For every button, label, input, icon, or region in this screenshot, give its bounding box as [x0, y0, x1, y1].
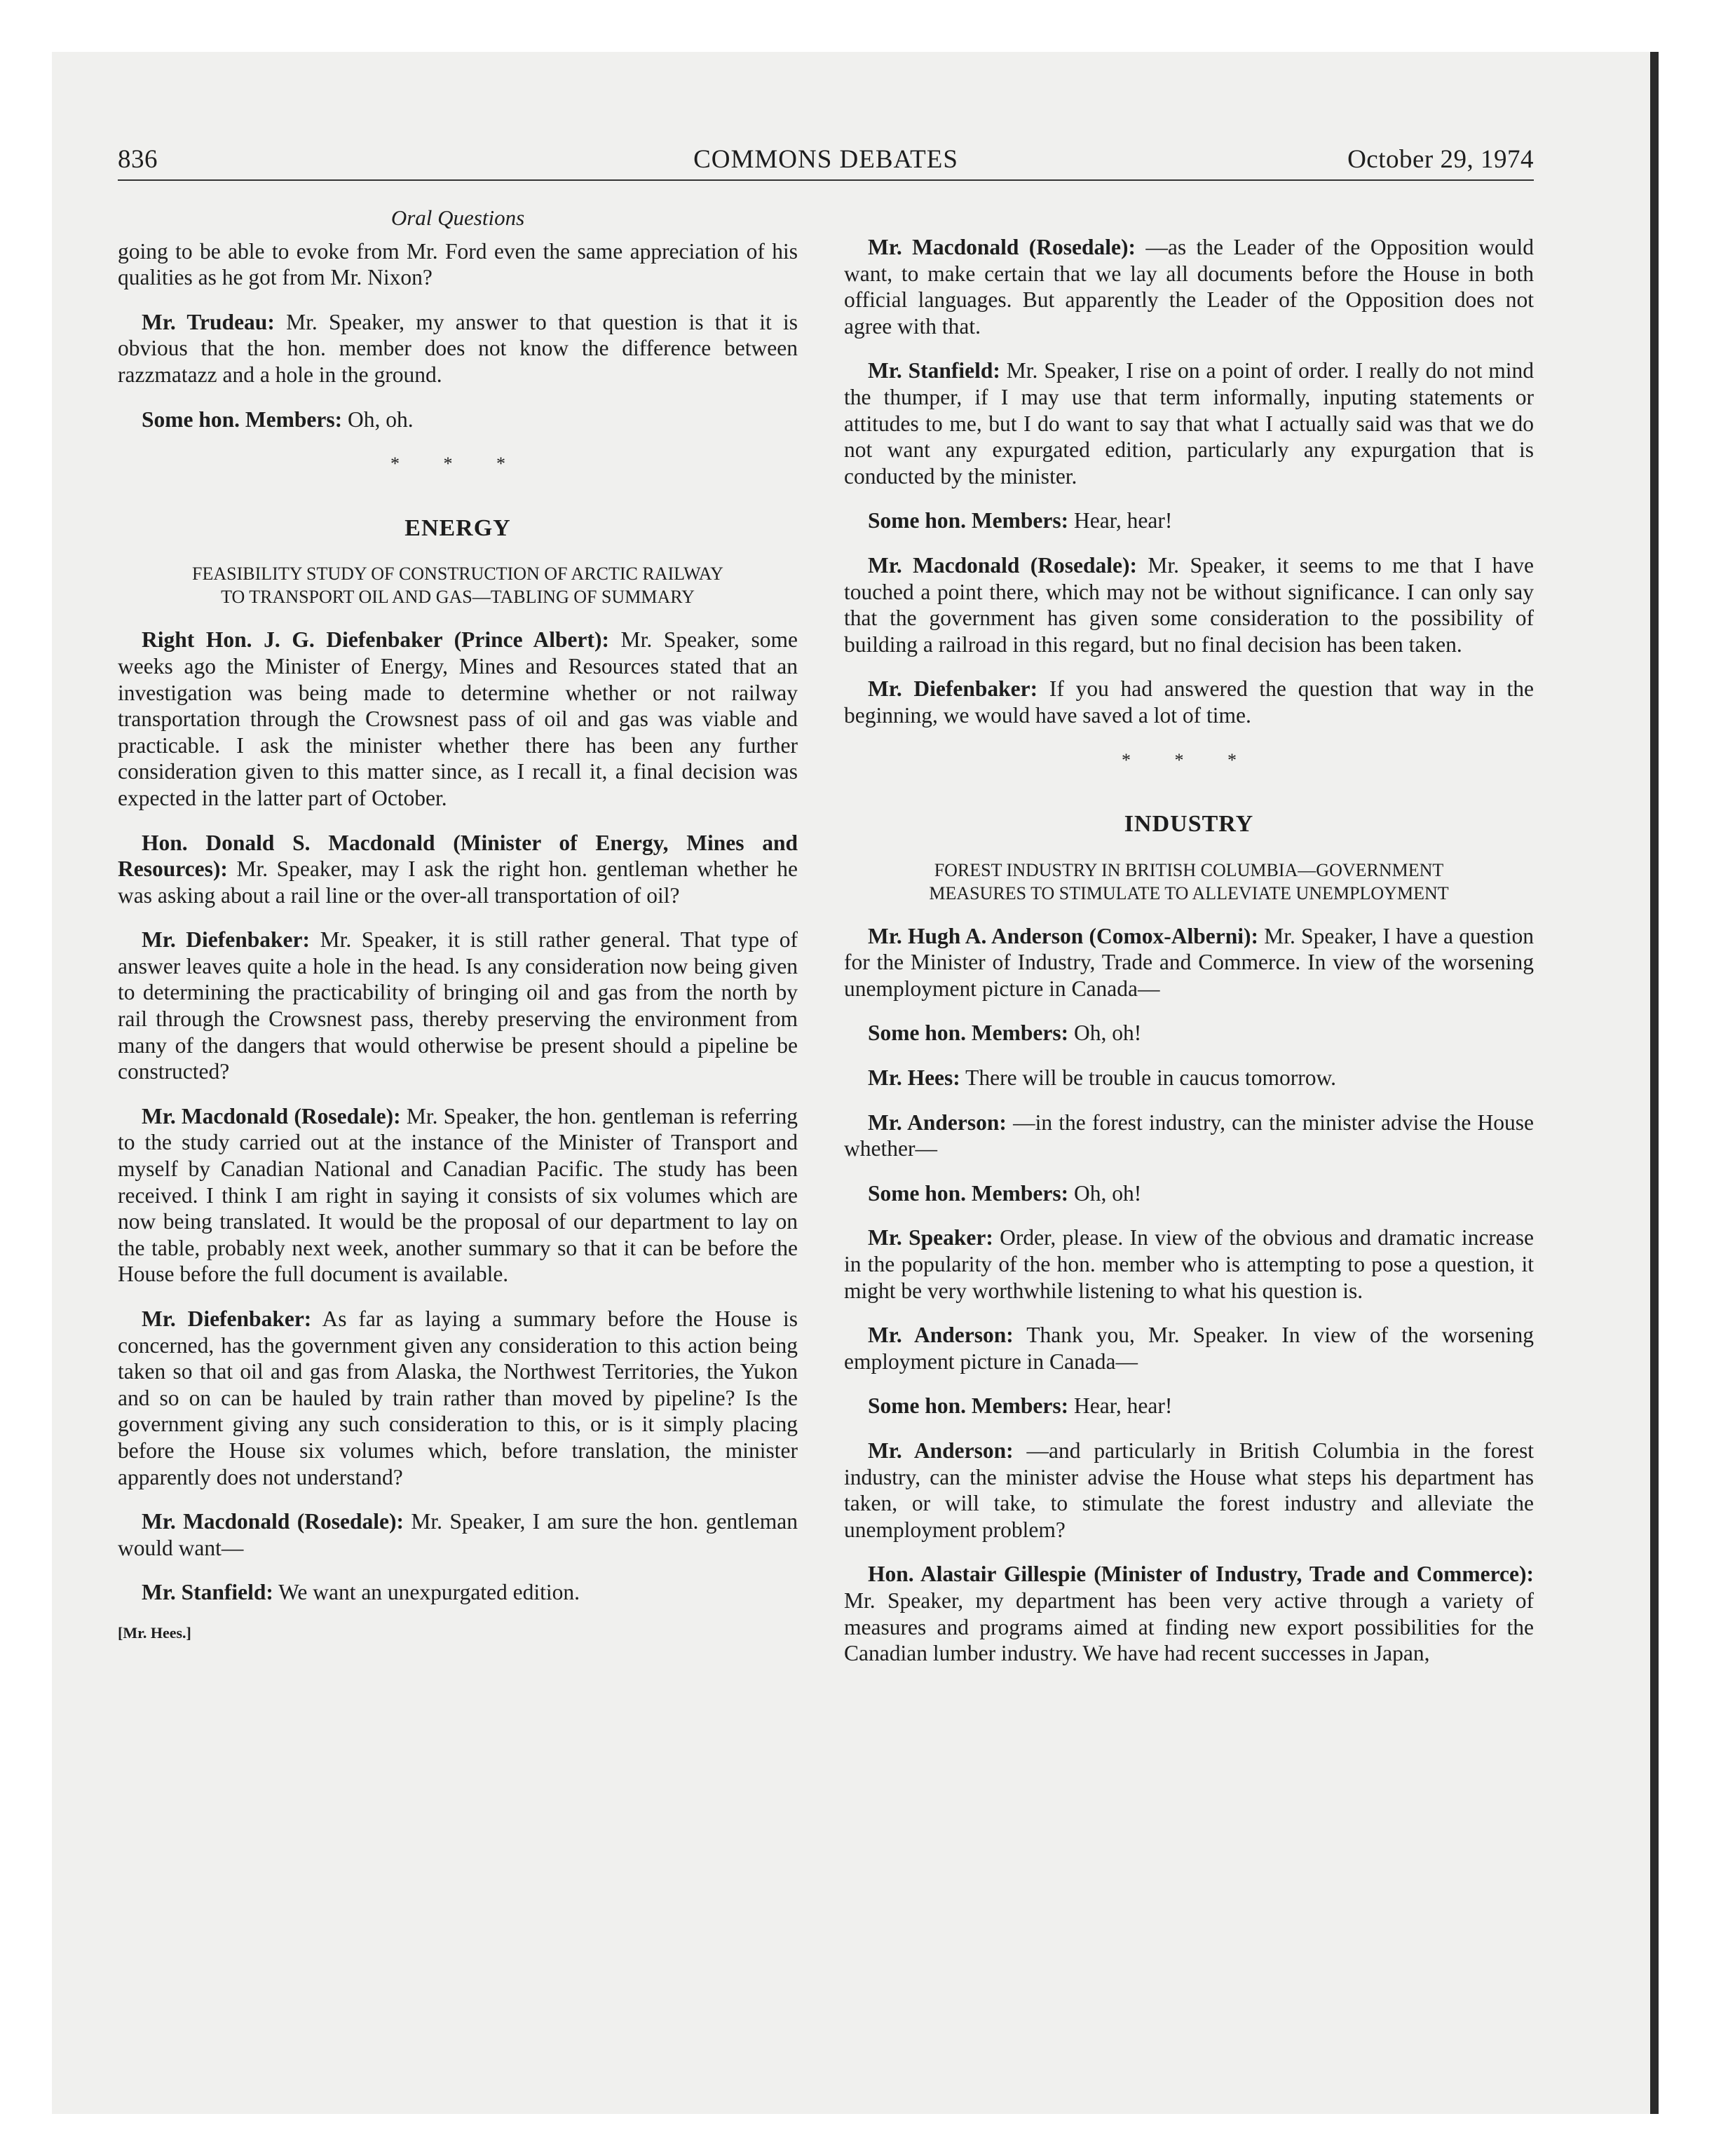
paragraph-text: —and particularly in British Columbia in the forest industry, can the minister advise the House what steps his department has taken, or will take, to stimulate the forest industry and alleviate the unemployment problem?: [844, 1438, 1534, 1542]
paragraph-text: going to be able to evoke from Mr. Ford even the same appreciation of his qualities as he got from Mr. Nixon?: [118, 238, 798, 290]
subsection-heading: [844, 859, 1534, 905]
paragraph-text: Mr. Speaker, I have a question for the Minister of Industry, Trade and Commerce. In view of the worsening unemployment picture in Canada—: [844, 923, 1534, 1001]
paragraph-text: As far as laying a summary before the House is concerned, has the government given any consideration to this action being taken so that oil and gas from Alaska, the Northwest Territories, the Yukon and so on can be hauled by train rather than moved by pipeline? Is the government giving any such consideration to this, or is it simply placing before the House six volumes which, before translation, the minister apparently does not understand?: [118, 1306, 798, 1489]
paragraph: [844, 1224, 1534, 1304]
header-rule: [118, 179, 1534, 181]
paragraph: [844, 1322, 1534, 1374]
paragraph: [844, 923, 1534, 1002]
page-date: October 29, 1974: [1347, 145, 1534, 174]
speaker-name: Mr. Macdonald (Rosedale):: [868, 235, 1136, 259]
paragraph-text: Mr. Speaker, the hon. gentleman is referring to the study carried out at the instance of the Minister of Transport and myself by Canadian National and Canadian Pacific. The study has been received. I think I am right in saying it consists of six volumes which are now being translated. It would be the proposal of our department to lay on the table, probably next week, another summary so that it can be before the House before the full document is available.: [118, 1103, 798, 1287]
speaker-name: Mr. Stanfield:: [868, 358, 1000, 383]
paragraph-text: Mr. Speaker, it is still rather general. That type of answer leaves quite a hole in the head. Is any consideration now being given to determining the practicability of bringing oil and gas from the north by rail through the Crowsnest pass, thereby preserving the environment from many of the dangers that would otherwise be present should a pipeline be constructed?: [118, 927, 798, 1084]
speaker-name: Mr. Anderson:: [868, 1323, 1014, 1348]
paragraph: [844, 1561, 1534, 1666]
speaker-name: Mr. Anderson:: [868, 1438, 1014, 1463]
paragraph: [118, 627, 798, 811]
speaker-name: Mr. Trudeau:: [142, 309, 275, 334]
subsection-line: MEASURES TO STIMULATE TO ALLEVIATE UNEMPLOYMENT: [929, 882, 1449, 903]
paragraph-text: Oh, oh!: [1068, 1180, 1142, 1206]
paragraph-text: Mr. Speaker, may I ask the right hon. gentleman whether he was asking about a rail line or the over-all transportation of oil?: [118, 857, 798, 908]
speaker-name: Some hon. Members:: [868, 1393, 1069, 1419]
section-heading: INDUSTRY: [1124, 811, 1254, 838]
speaker-name: Hon. Alastair Gillespie (Minister of Industry, Trade and Commerce):: [868, 1562, 1534, 1587]
right-column: [844, 234, 1534, 1685]
paragraph-text: Mr. Speaker, it seems to me that I have touched a point there, which may not be without significance. I can only say that the government has given some consideration to the possibility of building a railroad in this regard, but no final decision has been taken.: [844, 552, 1535, 657]
speaker-name: Mr. Anderson:: [868, 1110, 1007, 1135]
paragraph-text: —as the Leader of the Opposition would want, to make certain that we lay all documents before the House in both official languages. But apparently the Leader of the Opposition does not agree with that.: [844, 235, 1534, 339]
subsection-line: FOREST INDUSTRY IN BRITISH COLUMBIA—GOVERNMENT: [934, 859, 1444, 880]
running-subhead: Oral Questions: [390, 205, 525, 230]
speaker-name: Some hon. Members:: [868, 508, 1069, 533]
speaker-name: Mr. Diefenbaker:: [142, 1306, 312, 1331]
speaker-name: Mr. Speaker:: [868, 1225, 993, 1250]
speaker-name: Some hon. Members:: [868, 1180, 1069, 1206]
paragraph-text: Thank you, Mr. Speaker. In view of the worsening employment picture in Canada—: [844, 1323, 1534, 1374]
speaker-name: Mr. Macdonald (Rosedale):: [142, 1509, 404, 1534]
paragraph: [118, 927, 798, 1085]
paragraph: [844, 1110, 1534, 1162]
speaker-name: Some hon. Members:: [142, 407, 343, 432]
speaker-name: Mr. Macdonald (Rosedale):: [868, 552, 1137, 578]
paragraph-text: Oh, oh.: [342, 407, 414, 432]
paragraph: [844, 1065, 1534, 1091]
paragraph-text: Mr. Speaker, I am sure the hon. gentleman would want—: [118, 1509, 798, 1560]
left-column: [118, 205, 798, 1646]
section-separator: * * *: [1122, 749, 1256, 770]
section-heading: ENERGY: [404, 514, 511, 541]
paragraph-text: Mr. Speaker, some weeks ago the Minister of Energy, Mines and Resources stated that an investigation was being made to determine whether or not railway transportation through the Crowsnest pass of oil and gas was viable and practicable. I ask the minister whether there has been any further consideration given to this matter since, as I recall it, a final decision was expected in the latter part of October.: [118, 627, 798, 810]
subsection-line: TO TRANSPORT OIL AND GAS—TABLING OF SUMMARY: [221, 587, 695, 608]
paragraph: [118, 238, 798, 291]
paragraph-text: Order, please. In view of the obvious and dramatic increase in the popularity of the hon. member who is attempting to pose a question, it might be very worthwhile listening to what his question is.: [844, 1225, 1534, 1303]
speaker-name: Mr. Hugh A. Anderson (Comox-Alberni):: [868, 923, 1258, 948]
page-number: 836: [118, 145, 158, 174]
paragraph: [844, 1180, 1534, 1207]
paragraph: [844, 1020, 1534, 1046]
paragraph: [844, 234, 1534, 339]
speaker-name: Mr. Stanfield:: [142, 1580, 273, 1605]
paragraph-text: If you had answered the question that way in the beginning, we would have saved a lot of time.: [844, 676, 1534, 728]
paragraph-text: Mr. Speaker, my answer to that question is that it is obvious that the hon. member does not know the difference between razzmatazz and a hole in the ground.: [118, 309, 798, 387]
footer-note: [Mr. Hees.]: [118, 1623, 191, 1642]
paragraph-text: We want an unexpurgated edition.: [273, 1580, 580, 1605]
subsection-heading: [118, 562, 798, 608]
paragraph: [118, 1306, 798, 1490]
page-header: [118, 144, 1534, 181]
paragraph: [118, 1508, 798, 1561]
paragraph-text: Hear, hear!: [1068, 508, 1173, 533]
paragraph: [844, 1438, 1534, 1543]
section-separator: * * *: [390, 453, 525, 475]
paragraph-text: Mr. Speaker, my department has been very active through a variety of measures and programs aimed at finding new export possibilities for the Canadian lumber industry. We have had recent successes in Japan,: [844, 1588, 1534, 1666]
paragraph: [844, 357, 1534, 489]
page-edge-shadow: [1650, 52, 1659, 2114]
paragraph-text: Mr. Speaker, I rise on a point of order. I really do not mind the thumper, if I may use that term informally, inputing statements or attitudes to me, but I do want to say that what I actually said was that we do not want any expurgated edition, particularly any expurgation that is conducted by the minister.: [844, 358, 1534, 489]
paragraph: [118, 1103, 798, 1288]
speaker-name: Mr. Hees:: [868, 1065, 960, 1091]
paragraph-text: Oh, oh!: [1068, 1021, 1142, 1046]
paragraph: [844, 507, 1534, 534]
subsection-line: FEASIBILITY STUDY OF CONSTRUCTION OF ARCTIC RAILWAY: [192, 564, 723, 585]
paragraph: [844, 1393, 1534, 1419]
speaker-name: Some hon. Members:: [868, 1021, 1069, 1046]
paragraph: [844, 552, 1534, 657]
paragraph-text: There will be trouble in caucus tomorrow.: [960, 1065, 1337, 1091]
paragraph: [118, 830, 798, 909]
speaker-name: Mr. Diefenbaker:: [142, 927, 310, 953]
paragraph-text: Hear, hear!: [1068, 1393, 1173, 1419]
speaker-name: Hon. Donald S. Macdonald (Minister of Energy, Mines and Resources):: [118, 830, 798, 882]
paragraph-text: —in the forest industry, can the minister advise the House whether—: [844, 1110, 1534, 1161]
speaker-name: Mr. Diefenbaker:: [868, 676, 1038, 702]
speaker-name: Mr. Macdonald (Rosedale):: [142, 1103, 401, 1128]
paragraph: [844, 676, 1534, 728]
paragraph: [118, 1579, 798, 1606]
speaker-name: Right Hon. J. G. Diefenbaker (Prince Albert):: [142, 627, 609, 653]
paragraph: [118, 309, 798, 388]
publication-title: COMMONS DEBATES: [693, 145, 958, 174]
paragraph: [118, 407, 798, 433]
